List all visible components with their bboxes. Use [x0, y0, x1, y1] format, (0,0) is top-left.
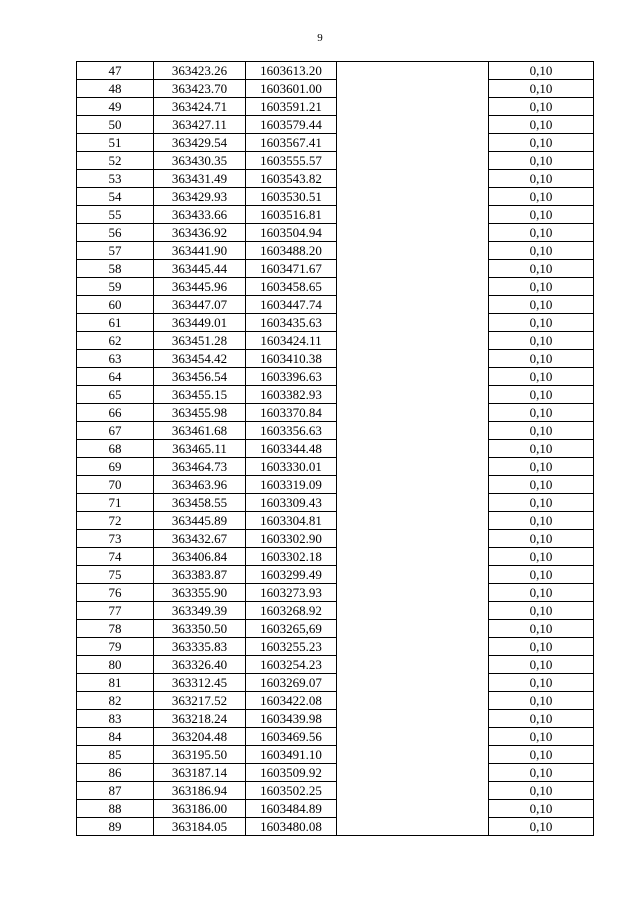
y-coordinate-cell: 1603488.20	[246, 242, 337, 260]
table-row	[77, 296, 594, 314]
y-coordinate-cell: 1603567.41	[246, 134, 337, 152]
value-cell: 0,10	[489, 80, 594, 98]
empty-cell	[337, 368, 489, 386]
point-number-cell: 67	[77, 422, 154, 440]
y-coordinate-cell: 1603555.57	[246, 152, 337, 170]
empty-cell	[337, 530, 489, 548]
x-coordinate-cell: 363186.00	[154, 800, 246, 818]
y-coordinate-cell: 1603424.11	[246, 332, 337, 350]
y-coordinate-cell: 1603422.08	[246, 692, 337, 710]
empty-cell	[337, 710, 489, 728]
value-cell: 0,10	[489, 188, 594, 206]
point-number-cell: 89	[77, 818, 154, 836]
table-row	[77, 512, 594, 530]
x-coordinate-cell: 363436.92	[154, 224, 246, 242]
table-row	[77, 350, 594, 368]
x-coordinate-cell: 363449.01	[154, 314, 246, 332]
point-number-cell: 59	[77, 278, 154, 296]
table-row	[77, 620, 594, 638]
point-number-cell: 71	[77, 494, 154, 512]
empty-cell	[337, 764, 489, 782]
point-number-cell: 49	[77, 98, 154, 116]
value-cell: 0,10	[489, 422, 594, 440]
table-row	[77, 404, 594, 422]
value-cell: 0,10	[489, 332, 594, 350]
table-row	[77, 746, 594, 764]
value-cell: 0,10	[489, 602, 594, 620]
empty-cell	[337, 224, 489, 242]
y-coordinate-cell: 1603396.63	[246, 368, 337, 386]
table-row	[77, 584, 594, 602]
table-row	[77, 566, 594, 584]
table-row	[77, 674, 594, 692]
empty-cell	[337, 422, 489, 440]
point-number-cell: 85	[77, 746, 154, 764]
point-number-cell: 75	[77, 566, 154, 584]
value-cell: 0,10	[489, 728, 594, 746]
value-cell: 0,10	[489, 584, 594, 602]
point-number-cell: 86	[77, 764, 154, 782]
x-coordinate-cell: 363424.71	[154, 98, 246, 116]
x-coordinate-cell: 363195.50	[154, 746, 246, 764]
empty-cell	[337, 476, 489, 494]
x-coordinate-cell: 363464.73	[154, 458, 246, 476]
table-row	[77, 422, 594, 440]
point-number-cell: 88	[77, 800, 154, 818]
value-cell: 0,10	[489, 368, 594, 386]
x-coordinate-cell: 363433.66	[154, 206, 246, 224]
x-coordinate-cell: 363312.45	[154, 674, 246, 692]
table-row	[77, 530, 594, 548]
point-number-cell: 74	[77, 548, 154, 566]
x-coordinate-cell: 363455.98	[154, 404, 246, 422]
table-row	[77, 314, 594, 332]
page-number: 9	[317, 32, 323, 44]
table-row	[77, 458, 594, 476]
point-number-cell: 52	[77, 152, 154, 170]
table-row	[77, 782, 594, 800]
point-number-cell: 73	[77, 530, 154, 548]
y-coordinate-cell: 1603471.67	[246, 260, 337, 278]
empty-cell	[337, 98, 489, 116]
empty-cell	[337, 728, 489, 746]
value-cell: 0,10	[489, 656, 594, 674]
point-number-cell: 87	[77, 782, 154, 800]
x-coordinate-cell: 363186.94	[154, 782, 246, 800]
x-coordinate-cell: 363454.42	[154, 350, 246, 368]
y-coordinate-cell: 1603530.51	[246, 188, 337, 206]
y-coordinate-cell: 1603370.84	[246, 404, 337, 422]
x-coordinate-cell: 363350.50	[154, 620, 246, 638]
y-coordinate-cell: 1603255.23	[246, 638, 337, 656]
table-row	[77, 440, 594, 458]
point-number-cell: 83	[77, 710, 154, 728]
y-coordinate-cell: 1603504.94	[246, 224, 337, 242]
x-coordinate-cell: 363463.96	[154, 476, 246, 494]
table-row	[77, 134, 594, 152]
empty-cell	[337, 458, 489, 476]
coordinates-table-body	[77, 62, 594, 836]
point-number-cell: 81	[77, 674, 154, 692]
point-number-cell: 66	[77, 404, 154, 422]
x-coordinate-cell: 363430.35	[154, 152, 246, 170]
point-number-cell: 53	[77, 170, 154, 188]
point-number-cell: 56	[77, 224, 154, 242]
y-coordinate-cell: 1603410.38	[246, 350, 337, 368]
point-number-cell: 68	[77, 440, 154, 458]
y-coordinate-cell: 1603439.98	[246, 710, 337, 728]
empty-cell	[337, 350, 489, 368]
x-coordinate-cell: 363326.40	[154, 656, 246, 674]
y-coordinate-cell: 1603302.18	[246, 548, 337, 566]
point-number-cell: 60	[77, 296, 154, 314]
empty-cell	[337, 494, 489, 512]
x-coordinate-cell: 363456.54	[154, 368, 246, 386]
empty-cell	[337, 242, 489, 260]
value-cell: 0,10	[489, 404, 594, 422]
empty-cell	[337, 566, 489, 584]
y-coordinate-cell: 1603254.23	[246, 656, 337, 674]
y-coordinate-cell: 1603509.92	[246, 764, 337, 782]
value-cell: 0,10	[489, 530, 594, 548]
value-cell: 0,10	[489, 746, 594, 764]
point-number-cell: 48	[77, 80, 154, 98]
x-coordinate-cell: 363184.05	[154, 818, 246, 836]
y-coordinate-cell: 1603435.63	[246, 314, 337, 332]
empty-cell	[337, 800, 489, 818]
value-cell: 0,10	[489, 638, 594, 656]
value-cell: 0,10	[489, 152, 594, 170]
y-coordinate-cell: 1603484.89	[246, 800, 337, 818]
empty-cell	[337, 278, 489, 296]
point-number-cell: 72	[77, 512, 154, 530]
y-coordinate-cell: 1603304.81	[246, 512, 337, 530]
point-number-cell: 82	[77, 692, 154, 710]
x-coordinate-cell: 363423.26	[154, 62, 246, 80]
y-coordinate-cell: 1603543.82	[246, 170, 337, 188]
table-row	[77, 728, 594, 746]
point-number-cell: 78	[77, 620, 154, 638]
y-coordinate-cell: 1603269.07	[246, 674, 337, 692]
table-row	[77, 260, 594, 278]
empty-cell	[337, 296, 489, 314]
x-coordinate-cell: 363445.89	[154, 512, 246, 530]
empty-cell	[337, 548, 489, 566]
y-coordinate-cell: 1603356.63	[246, 422, 337, 440]
y-coordinate-cell: 1603458.65	[246, 278, 337, 296]
point-number-cell: 57	[77, 242, 154, 260]
value-cell: 0,10	[489, 620, 594, 638]
table-row	[77, 152, 594, 170]
table-row	[77, 368, 594, 386]
table-row	[77, 638, 594, 656]
empty-cell	[337, 512, 489, 530]
x-coordinate-cell: 363217.52	[154, 692, 246, 710]
y-coordinate-cell: 1603447.74	[246, 296, 337, 314]
y-coordinate-cell: 1603265,69	[246, 620, 337, 638]
point-number-cell: 84	[77, 728, 154, 746]
point-number-cell: 61	[77, 314, 154, 332]
y-coordinate-cell: 1603601.00	[246, 80, 337, 98]
y-coordinate-cell: 1603613.20	[246, 62, 337, 80]
table-row	[77, 206, 594, 224]
empty-cell	[337, 332, 489, 350]
table-row	[77, 98, 594, 116]
value-cell: 0,10	[489, 314, 594, 332]
empty-cell	[337, 602, 489, 620]
value-cell: 0,10	[489, 278, 594, 296]
point-number-cell: 50	[77, 116, 154, 134]
y-coordinate-cell: 1603309.43	[246, 494, 337, 512]
point-number-cell: 51	[77, 134, 154, 152]
empty-cell	[337, 134, 489, 152]
value-cell: 0,10	[489, 242, 594, 260]
point-number-cell: 65	[77, 386, 154, 404]
y-coordinate-cell: 1603480.08	[246, 818, 337, 836]
point-number-cell: 55	[77, 206, 154, 224]
value-cell: 0,10	[489, 206, 594, 224]
y-coordinate-cell: 1603491.10	[246, 746, 337, 764]
x-coordinate-cell: 363187.14	[154, 764, 246, 782]
value-cell: 0,10	[489, 296, 594, 314]
y-coordinate-cell: 1603319.09	[246, 476, 337, 494]
point-number-cell: 47	[77, 62, 154, 80]
table-row	[77, 188, 594, 206]
value-cell: 0,10	[489, 350, 594, 368]
y-coordinate-cell: 1603579.44	[246, 116, 337, 134]
empty-cell	[337, 692, 489, 710]
point-number-cell: 63	[77, 350, 154, 368]
empty-cell	[337, 782, 489, 800]
value-cell: 0,10	[489, 98, 594, 116]
value-cell: 0,10	[489, 224, 594, 242]
empty-cell	[337, 314, 489, 332]
value-cell: 0,10	[489, 710, 594, 728]
x-coordinate-cell: 363406.84	[154, 548, 246, 566]
x-coordinate-cell: 363445.44	[154, 260, 246, 278]
table-row	[77, 80, 594, 98]
empty-cell	[337, 62, 489, 80]
empty-cell	[337, 638, 489, 656]
x-coordinate-cell: 363465.11	[154, 440, 246, 458]
y-coordinate-cell: 1603344.48	[246, 440, 337, 458]
empty-cell	[337, 152, 489, 170]
y-coordinate-cell: 1603516.81	[246, 206, 337, 224]
value-cell: 0,10	[489, 260, 594, 278]
x-coordinate-cell: 363335.83	[154, 638, 246, 656]
empty-cell	[337, 404, 489, 422]
table-row	[77, 332, 594, 350]
empty-cell	[337, 746, 489, 764]
y-coordinate-cell: 1603469.56	[246, 728, 337, 746]
value-cell: 0,10	[489, 818, 594, 836]
x-coordinate-cell: 363218.24	[154, 710, 246, 728]
table-row	[77, 692, 594, 710]
x-coordinate-cell: 363204.48	[154, 728, 246, 746]
table-row	[77, 656, 594, 674]
value-cell: 0,10	[489, 692, 594, 710]
point-number-cell: 80	[77, 656, 154, 674]
empty-cell	[337, 80, 489, 98]
table-row	[77, 62, 594, 80]
value-cell: 0,10	[489, 566, 594, 584]
table-row	[77, 224, 594, 242]
value-cell: 0,10	[489, 764, 594, 782]
empty-cell	[337, 818, 489, 836]
table-row	[77, 818, 594, 836]
y-coordinate-cell: 1603268.92	[246, 602, 337, 620]
y-coordinate-cell: 1603382.93	[246, 386, 337, 404]
x-coordinate-cell: 363355.90	[154, 584, 246, 602]
x-coordinate-cell: 363383.87	[154, 566, 246, 584]
empty-cell	[337, 188, 489, 206]
value-cell: 0,10	[489, 512, 594, 530]
x-coordinate-cell: 363427.11	[154, 116, 246, 134]
value-cell: 0,10	[489, 494, 594, 512]
table-row	[77, 278, 594, 296]
empty-cell	[337, 620, 489, 638]
value-cell: 0,10	[489, 62, 594, 80]
x-coordinate-cell: 363429.93	[154, 188, 246, 206]
empty-cell	[337, 584, 489, 602]
x-coordinate-cell: 363451.28	[154, 332, 246, 350]
point-number-cell: 76	[77, 584, 154, 602]
table-row	[77, 242, 594, 260]
empty-cell	[337, 674, 489, 692]
y-coordinate-cell: 1603273.93	[246, 584, 337, 602]
point-number-cell: 58	[77, 260, 154, 278]
point-number-cell: 70	[77, 476, 154, 494]
table-row	[77, 170, 594, 188]
x-coordinate-cell: 363447.07	[154, 296, 246, 314]
y-coordinate-cell: 1603502.25	[246, 782, 337, 800]
x-coordinate-cell: 363432.67	[154, 530, 246, 548]
empty-cell	[337, 440, 489, 458]
y-coordinate-cell: 1603299.49	[246, 566, 337, 584]
value-cell: 0,10	[489, 476, 594, 494]
value-cell: 0,10	[489, 386, 594, 404]
value-cell: 0,10	[489, 674, 594, 692]
x-coordinate-cell: 363349.39	[154, 602, 246, 620]
table-row	[77, 494, 594, 512]
x-coordinate-cell: 363431.49	[154, 170, 246, 188]
empty-cell	[337, 206, 489, 224]
value-cell: 0,10	[489, 782, 594, 800]
x-coordinate-cell: 363445.96	[154, 278, 246, 296]
point-number-cell: 62	[77, 332, 154, 350]
value-cell: 0,10	[489, 800, 594, 818]
point-number-cell: 79	[77, 638, 154, 656]
table-row	[77, 476, 594, 494]
table-row	[77, 710, 594, 728]
table-row	[77, 764, 594, 782]
value-cell: 0,10	[489, 548, 594, 566]
empty-cell	[337, 260, 489, 278]
empty-cell	[337, 170, 489, 188]
coordinates-table	[76, 61, 594, 836]
table-row	[77, 602, 594, 620]
point-number-cell: 64	[77, 368, 154, 386]
x-coordinate-cell: 363461.68	[154, 422, 246, 440]
empty-cell	[337, 386, 489, 404]
empty-cell	[337, 116, 489, 134]
value-cell: 0,10	[489, 116, 594, 134]
value-cell: 0,10	[489, 134, 594, 152]
table-row	[77, 116, 594, 134]
point-number-cell: 77	[77, 602, 154, 620]
value-cell: 0,10	[489, 440, 594, 458]
value-cell: 0,10	[489, 458, 594, 476]
point-number-cell: 54	[77, 188, 154, 206]
x-coordinate-cell: 363441.90	[154, 242, 246, 260]
x-coordinate-cell: 363458.55	[154, 494, 246, 512]
table-row	[77, 386, 594, 404]
y-coordinate-cell: 1603591.21	[246, 98, 337, 116]
empty-cell	[337, 656, 489, 674]
y-coordinate-cell: 1603302.90	[246, 530, 337, 548]
x-coordinate-cell: 363429.54	[154, 134, 246, 152]
value-cell: 0,10	[489, 170, 594, 188]
y-coordinate-cell: 1603330.01	[246, 458, 337, 476]
table-row	[77, 800, 594, 818]
table-row	[77, 548, 594, 566]
point-number-cell: 69	[77, 458, 154, 476]
x-coordinate-cell: 363455.15	[154, 386, 246, 404]
x-coordinate-cell: 363423.70	[154, 80, 246, 98]
